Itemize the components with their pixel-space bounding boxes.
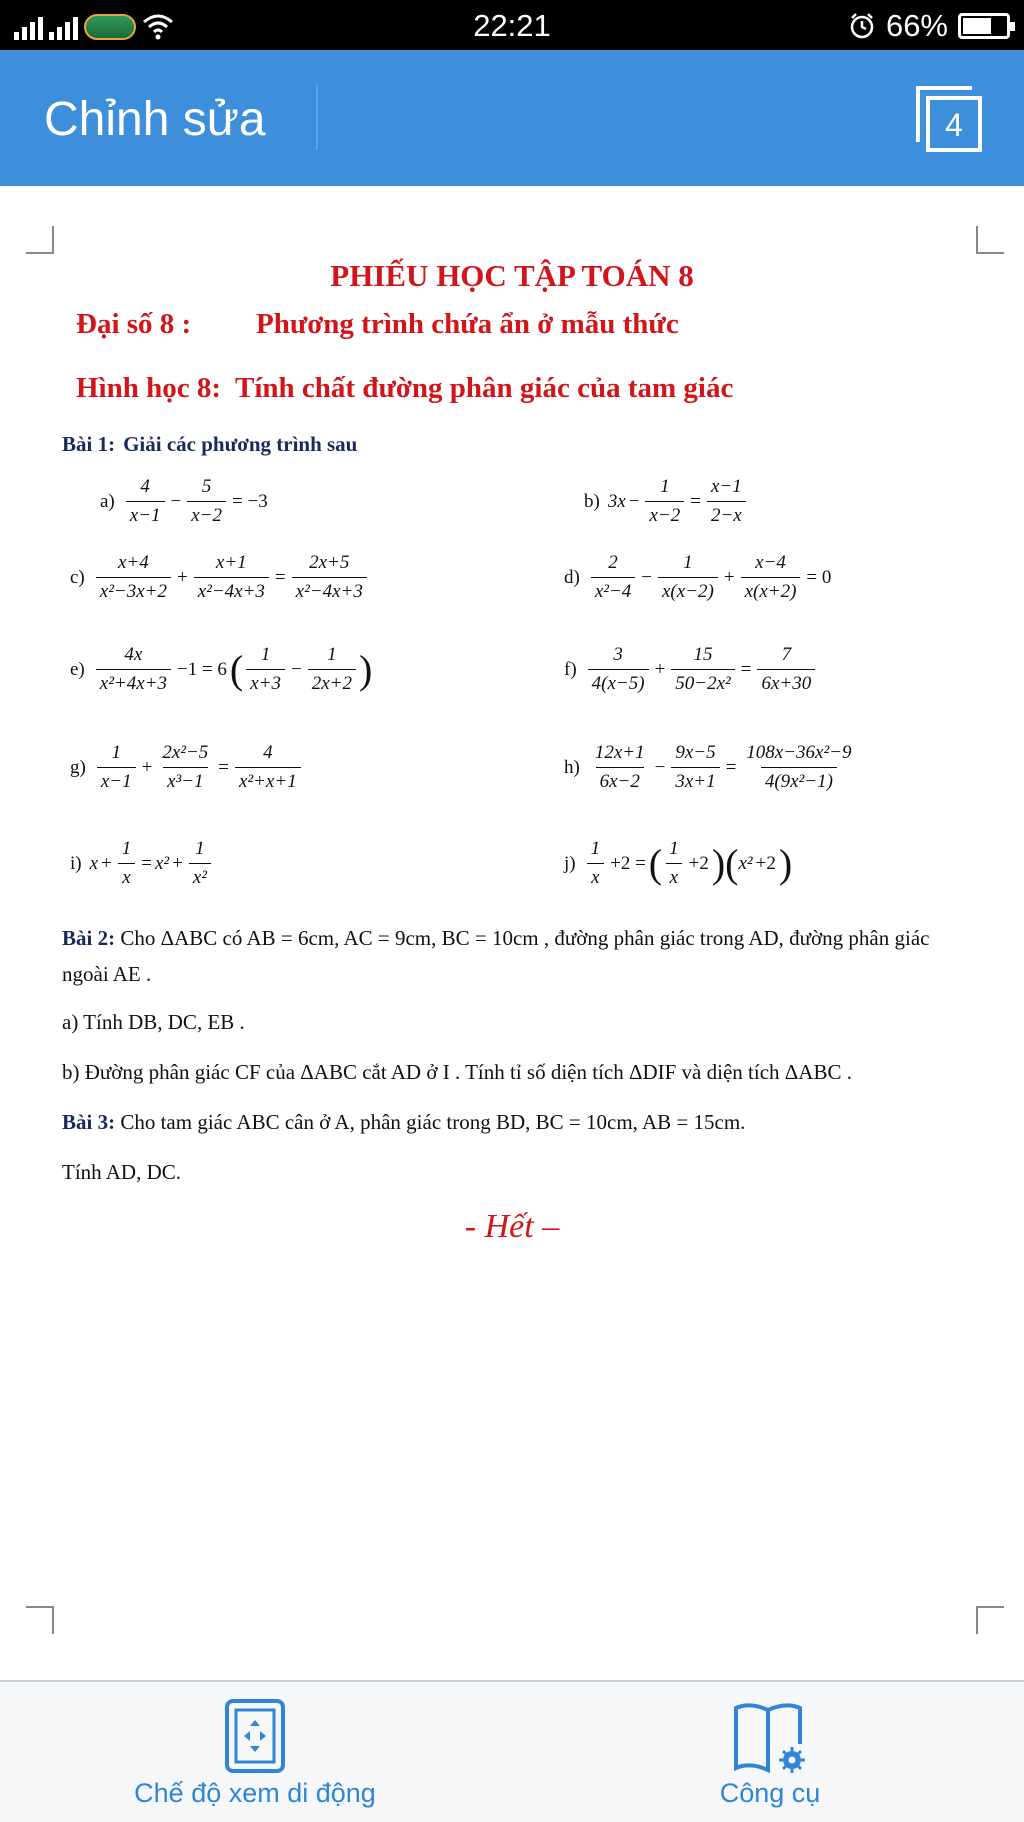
app-bar-divider xyxy=(316,84,318,150)
tools-label: Công cụ xyxy=(719,1778,821,1808)
exercise-1-heading xyxy=(62,432,357,457)
equation-f: f) $\frac{3}{4(x-5)}$ + $\frac{15}{\text{50−2x²}}$ = $\frac{7}{6x+30}$ xyxy=(564,644,818,695)
equation-e: e) $\frac{4x}{\text{x²+4x+3}}$ −1 = 6 ( $\frac{1}{x+3}$ − $\frac{1}{2x+2}$ ) xyxy=(70,644,373,694)
exercise-1-text: Giải các phương trình sau xyxy=(123,432,358,456)
mobile-view-label: Chế độ xem di động xyxy=(134,1778,376,1808)
equation-a: a) $\frac{4}{x-1}$ − $\frac{5}{x-2}$ = −3 xyxy=(100,476,268,526)
exercise-3-label: Bài 3: xyxy=(62,1110,116,1134)
status-bar xyxy=(0,0,1024,50)
tools-button[interactable] xyxy=(680,1682,860,1822)
exercise-2a: a) Tính DB, DC, EB . xyxy=(62,1010,245,1034)
subject-geometry xyxy=(76,372,733,405)
page-title: Chỉnh sửa xyxy=(44,93,266,146)
battery-percent: 66% xyxy=(885,8,948,43)
end-mark: - Hết – xyxy=(464,1208,560,1245)
page-corner-mark xyxy=(976,226,1004,254)
subject-algebra-label: Đại số 8 : xyxy=(76,308,192,340)
page-corner-mark xyxy=(26,226,54,254)
document-page[interactable] xyxy=(0,186,1024,1680)
exercise-3-question: Tính AD, DC. xyxy=(62,1160,182,1184)
exercise-2 xyxy=(62,920,962,992)
exercise-2-text: Cho ΔABC có AB = 6cm, AC = 9cm, BC = 10cm , đường phân giác trong AD, đường phân giác ngoài AE . xyxy=(62,926,930,986)
equation-b: b) 3x − $\frac{1}{x-2}$ = $\frac{x-1}{2-x}$ xyxy=(584,476,749,527)
subject-algebra-topic: Phương trình chứa ẩn ở mẫu thức xyxy=(256,308,679,340)
bottom-toolbar xyxy=(0,1680,1024,1822)
mobile-view-icon xyxy=(224,1698,286,1774)
tools-book-gear-icon xyxy=(732,1698,808,1774)
document-title: PHIẾU HỌC TẬP TOÁN 8 xyxy=(330,258,694,293)
subject-geometry-topic: Tính chất đường phân giác của tam giác xyxy=(235,372,734,404)
page-corner-mark xyxy=(26,1606,54,1634)
equation-i: i) x + $\frac{1}{x}$ = x² + $\frac{1}{\text{x²}}$ xyxy=(70,838,214,889)
page-count: 4 xyxy=(945,107,963,143)
equation-d: d) $\frac{2}{\text{x²−4}}$ − $\frac{1}{x(x-2)}$ + $\frac{x-4}{x(x+2)}$ = 0 xyxy=(564,552,832,602)
exercise-2b: b) Đường phân giác CF của ΔABC cắt AD ở I . Tính tỉ số diện tích ΔDIF và diện tích ΔABC . xyxy=(62,1060,852,1084)
equation-g: g) $\frac{1}{x-1}$ + $\frac{\text{2x²−5}}{\text{x³−1}}$ = $\frac{4}{\text{x²+x+1}}$ xyxy=(70,742,304,793)
exercise-2-label: Bài 2: xyxy=(62,926,116,950)
exercise-3 xyxy=(62,1104,745,1140)
exercise-1-label: Bài 1: xyxy=(62,432,116,456)
page-corner-mark xyxy=(976,1606,1004,1634)
equation-j: j) $\frac{1}{x}$ +2 = ( $\frac{1}{x}$ +2 ) ( x² +2 ) xyxy=(564,838,793,888)
app-bar xyxy=(0,50,1024,186)
status-right xyxy=(848,8,1010,44)
status-time: 22:21 xyxy=(473,8,551,43)
exercise-3-text: Cho tam giác ABC cân ở A, phân giác trong BD, BC = 10cm, AB = 15cm. xyxy=(120,1110,746,1134)
mobile-view-button[interactable] xyxy=(110,1682,400,1822)
alarm-icon xyxy=(848,12,876,40)
page-count-icon[interactable] xyxy=(914,84,984,154)
subject-algebra xyxy=(76,308,679,341)
battery-icon xyxy=(958,13,1010,39)
equation-h: h) $\frac{12x+1}{6x-2}$ − $\frac{9x-5}{3x+1}$ = $\frac{\text{108x−36x²−9}}{\text{4(9x²−1)}}$ xyxy=(564,742,852,792)
equation-c: c) $\frac{x+4}{\text{x²−3x+2}}$ + $\frac{x+1}{\text{x²−4x+3}}$ = $\frac{2x+5}{\text{x²−4x+3}}$ xyxy=(70,552,370,603)
subject-geometry-label: Hình học 8: xyxy=(76,372,222,404)
